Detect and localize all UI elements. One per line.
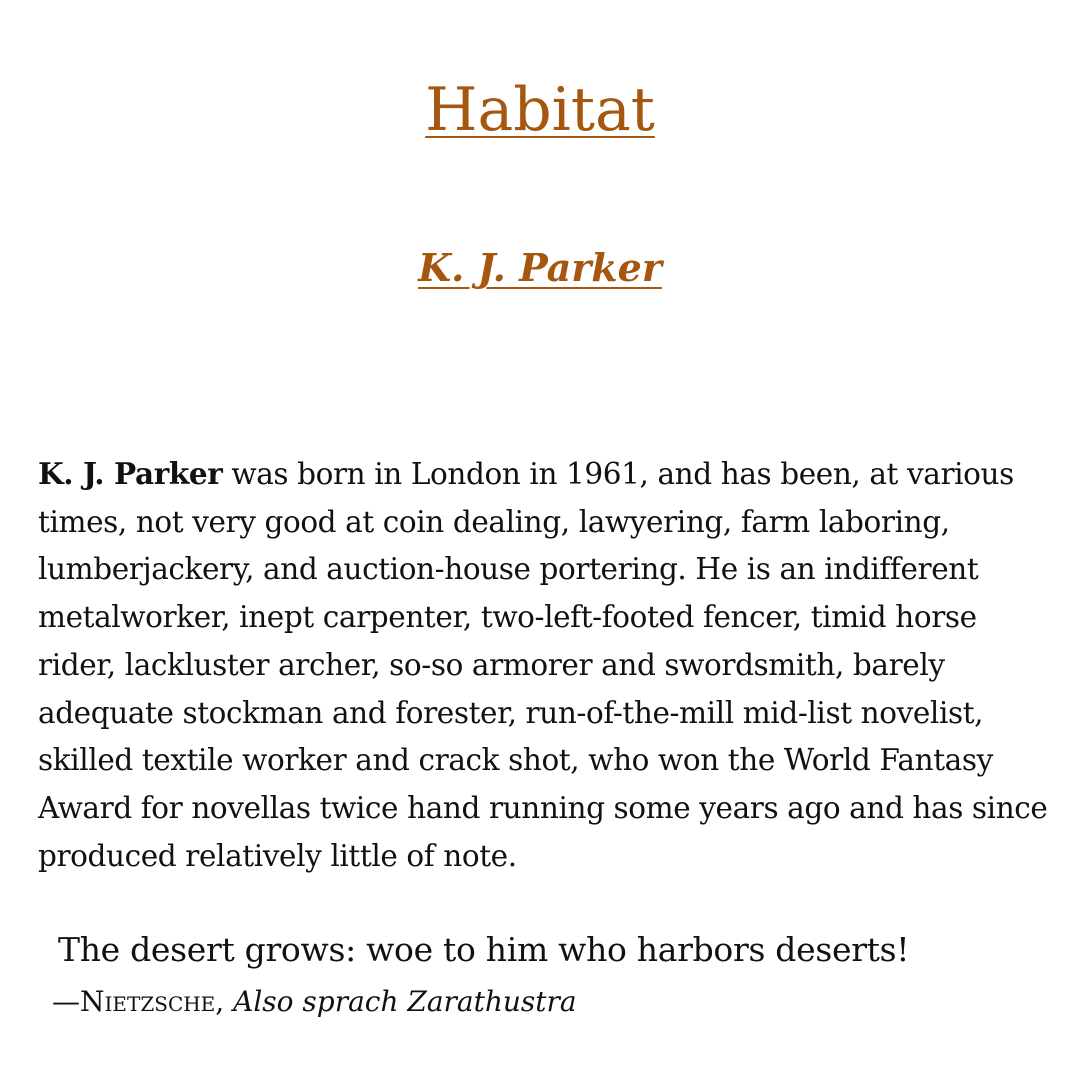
bio-text: was born in London in 1961, and has been, at various times, not very good at coin dealing, lawyering, farm laboring, lumberjackery, and auction-house portering. He is an indifferent metalworker, inept carpenter, two-left-footed fencer, timid horse rider, lackluster archer, so-so armorer and swordsmith, barely adequate stockman and forester, run-of-the-mill mid-list novelist, skilled textile worker and crack shot, who won the World Fantasy Award for novellas twice hand running some years ago and has since produced relatively little of note. xyxy=(38,457,1048,873)
attribution-work: Also sprach Zarathustra xyxy=(233,985,577,1018)
story-author xyxy=(0,244,1080,292)
story-title-link[interactable]: Habitat xyxy=(425,75,655,145)
author-link[interactable]: K. J. Parker xyxy=(418,245,662,290)
attribution-separator: , xyxy=(215,985,234,1018)
author-bio xyxy=(38,450,1048,880)
story-title xyxy=(0,74,1080,146)
attribution-dash: — xyxy=(52,985,80,1018)
bio-author-name: K. J. Parker xyxy=(38,456,223,491)
attribution-name: Nietzsche xyxy=(80,985,216,1018)
epigraph-attribution xyxy=(52,980,1042,1024)
epigraph-quote: The desert grows: woe to him who harbors deserts! xyxy=(58,930,910,969)
